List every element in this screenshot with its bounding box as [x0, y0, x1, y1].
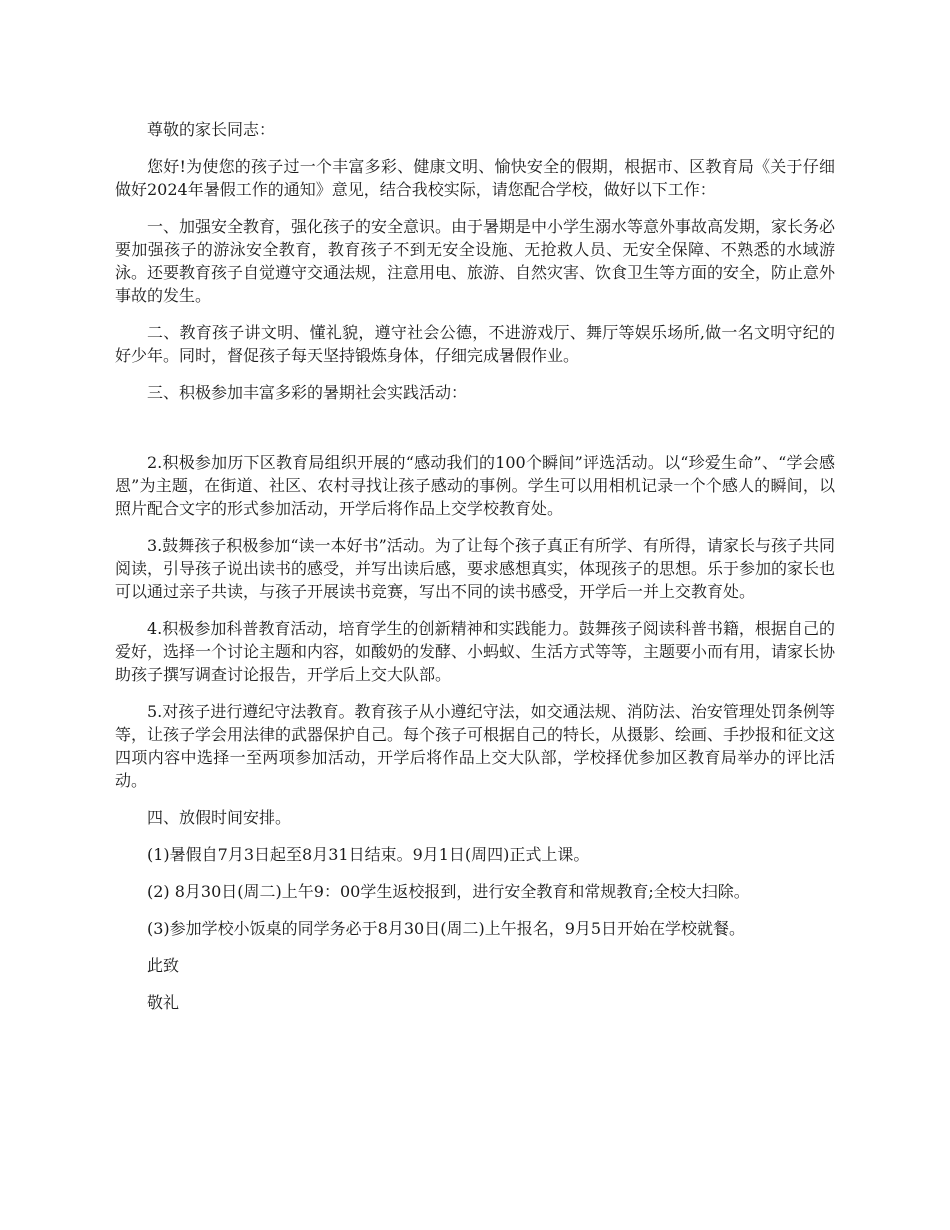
activity-2: 2.积极参加历下区教育局组织开展的“感动我们的100个瞬间”评选活动。以“珍爱生命”、“学会感恩”为主题，在街道、社区、农村寻找让孩子感动的事例。学生可以用相机记录一个个感人的瞬间，以照片配合文字的形式参加活动，开学后将作品上交学校教育处。	[115, 453, 835, 518]
letter-body	[115, 118, 835, 1028]
item-1-safety: 一、加强安全教育，强化孩子的安全意识。由于暑期是中小学生溺水等意外事故高发期，家长务必要加强孩子的游泳安全教育，教育孩子不到无安全设施、无抢救人员、无安全保障、不熟悉的水域游泳。还要教育孩子自觉遵守交通法规，注意用电、旅游、自然灾害、饮食卫生等方面的安全，防止意外事故的发生。	[115, 217, 836, 305]
item-2-civility: 二、教育孩子讲文明、懂礼貌，遵守社会公德，不进游戏厅、舞厅等娱乐场所,做一名文明守纪的好少年。同时，督促孩子每天坚持锻炼身体，仔细完成暑假作业。	[115, 323, 835, 365]
closing-1: 此致	[147, 956, 180, 975]
activity-3: 3.鼓舞孩子积极参加“读一本好书”活动。为了让每个孩子真正有所学、有所得，请家长与孩子共同阅读，引导孩子说出读书的感受，并写出读后感，要求感想真实，体现孩子的思想。乐于参加的家长也可以通过亲子共读，与孩子开展读书竞赛，写出不同的读书感受，开学后一并上交教育处。	[115, 536, 836, 601]
item-3-activities: 三、积极参加丰富多彩的暑期社会实践活动：	[147, 383, 468, 402]
intro-paragraph: 您好!为使您的孩子过一个丰富多彩、健康文明、愉快安全的假期，根据市、区教育局《关于仔细做好2024年暑假工作的通知》意见，结合我校实际，请您配合学校，做好以下工作：	[115, 157, 835, 199]
salutation: 尊敬的家长同志：	[147, 120, 276, 139]
item-4-schedule: 四、放假时间安排。	[147, 808, 292, 827]
closing-2: 敬礼	[147, 993, 180, 1012]
schedule-3: (3)参加学校小饭桌的同学务必于8月30日(周二)上午报名，9月5日开始在学校就餐。	[147, 919, 746, 938]
blank-gap	[115, 418, 835, 451]
schedule-2: (2) 8月30日(周二)上午9：00学生返校报到，进行安全教育和常规教育;全校大扫除。	[147, 882, 750, 901]
activity-5: 5.对孩子进行遵纪守法教育。教育孩子从小遵纪守法，如交通法规、消防法、治安管理处罚条例等等，让孩子学会用法律的武器保护自己。每个孩子可根据自己的特长，从摄影、绘画、手抄报和征文这四项内容中选择一至两项参加活动，开学后将作品上交大队部，学校择优参加区教育局举办的评比活动。	[115, 702, 836, 790]
schedule-1: (1)暑假自7月3日起至8月31日结束。9月1日(周四)正式上课。	[147, 845, 590, 864]
activity-4: 4.积极参加科普教育活动，培育学生的创新精神和实践能力。鼓舞孩子阅读科普书籍，根据自己的爱好，选择一个讨论主题和内容，如酸奶的发酵、小蚂蚁、生活方式等等，主题要小而有用，请家长协助孩子撰写调查讨论报告，开学后上交大队部。	[115, 619, 836, 684]
